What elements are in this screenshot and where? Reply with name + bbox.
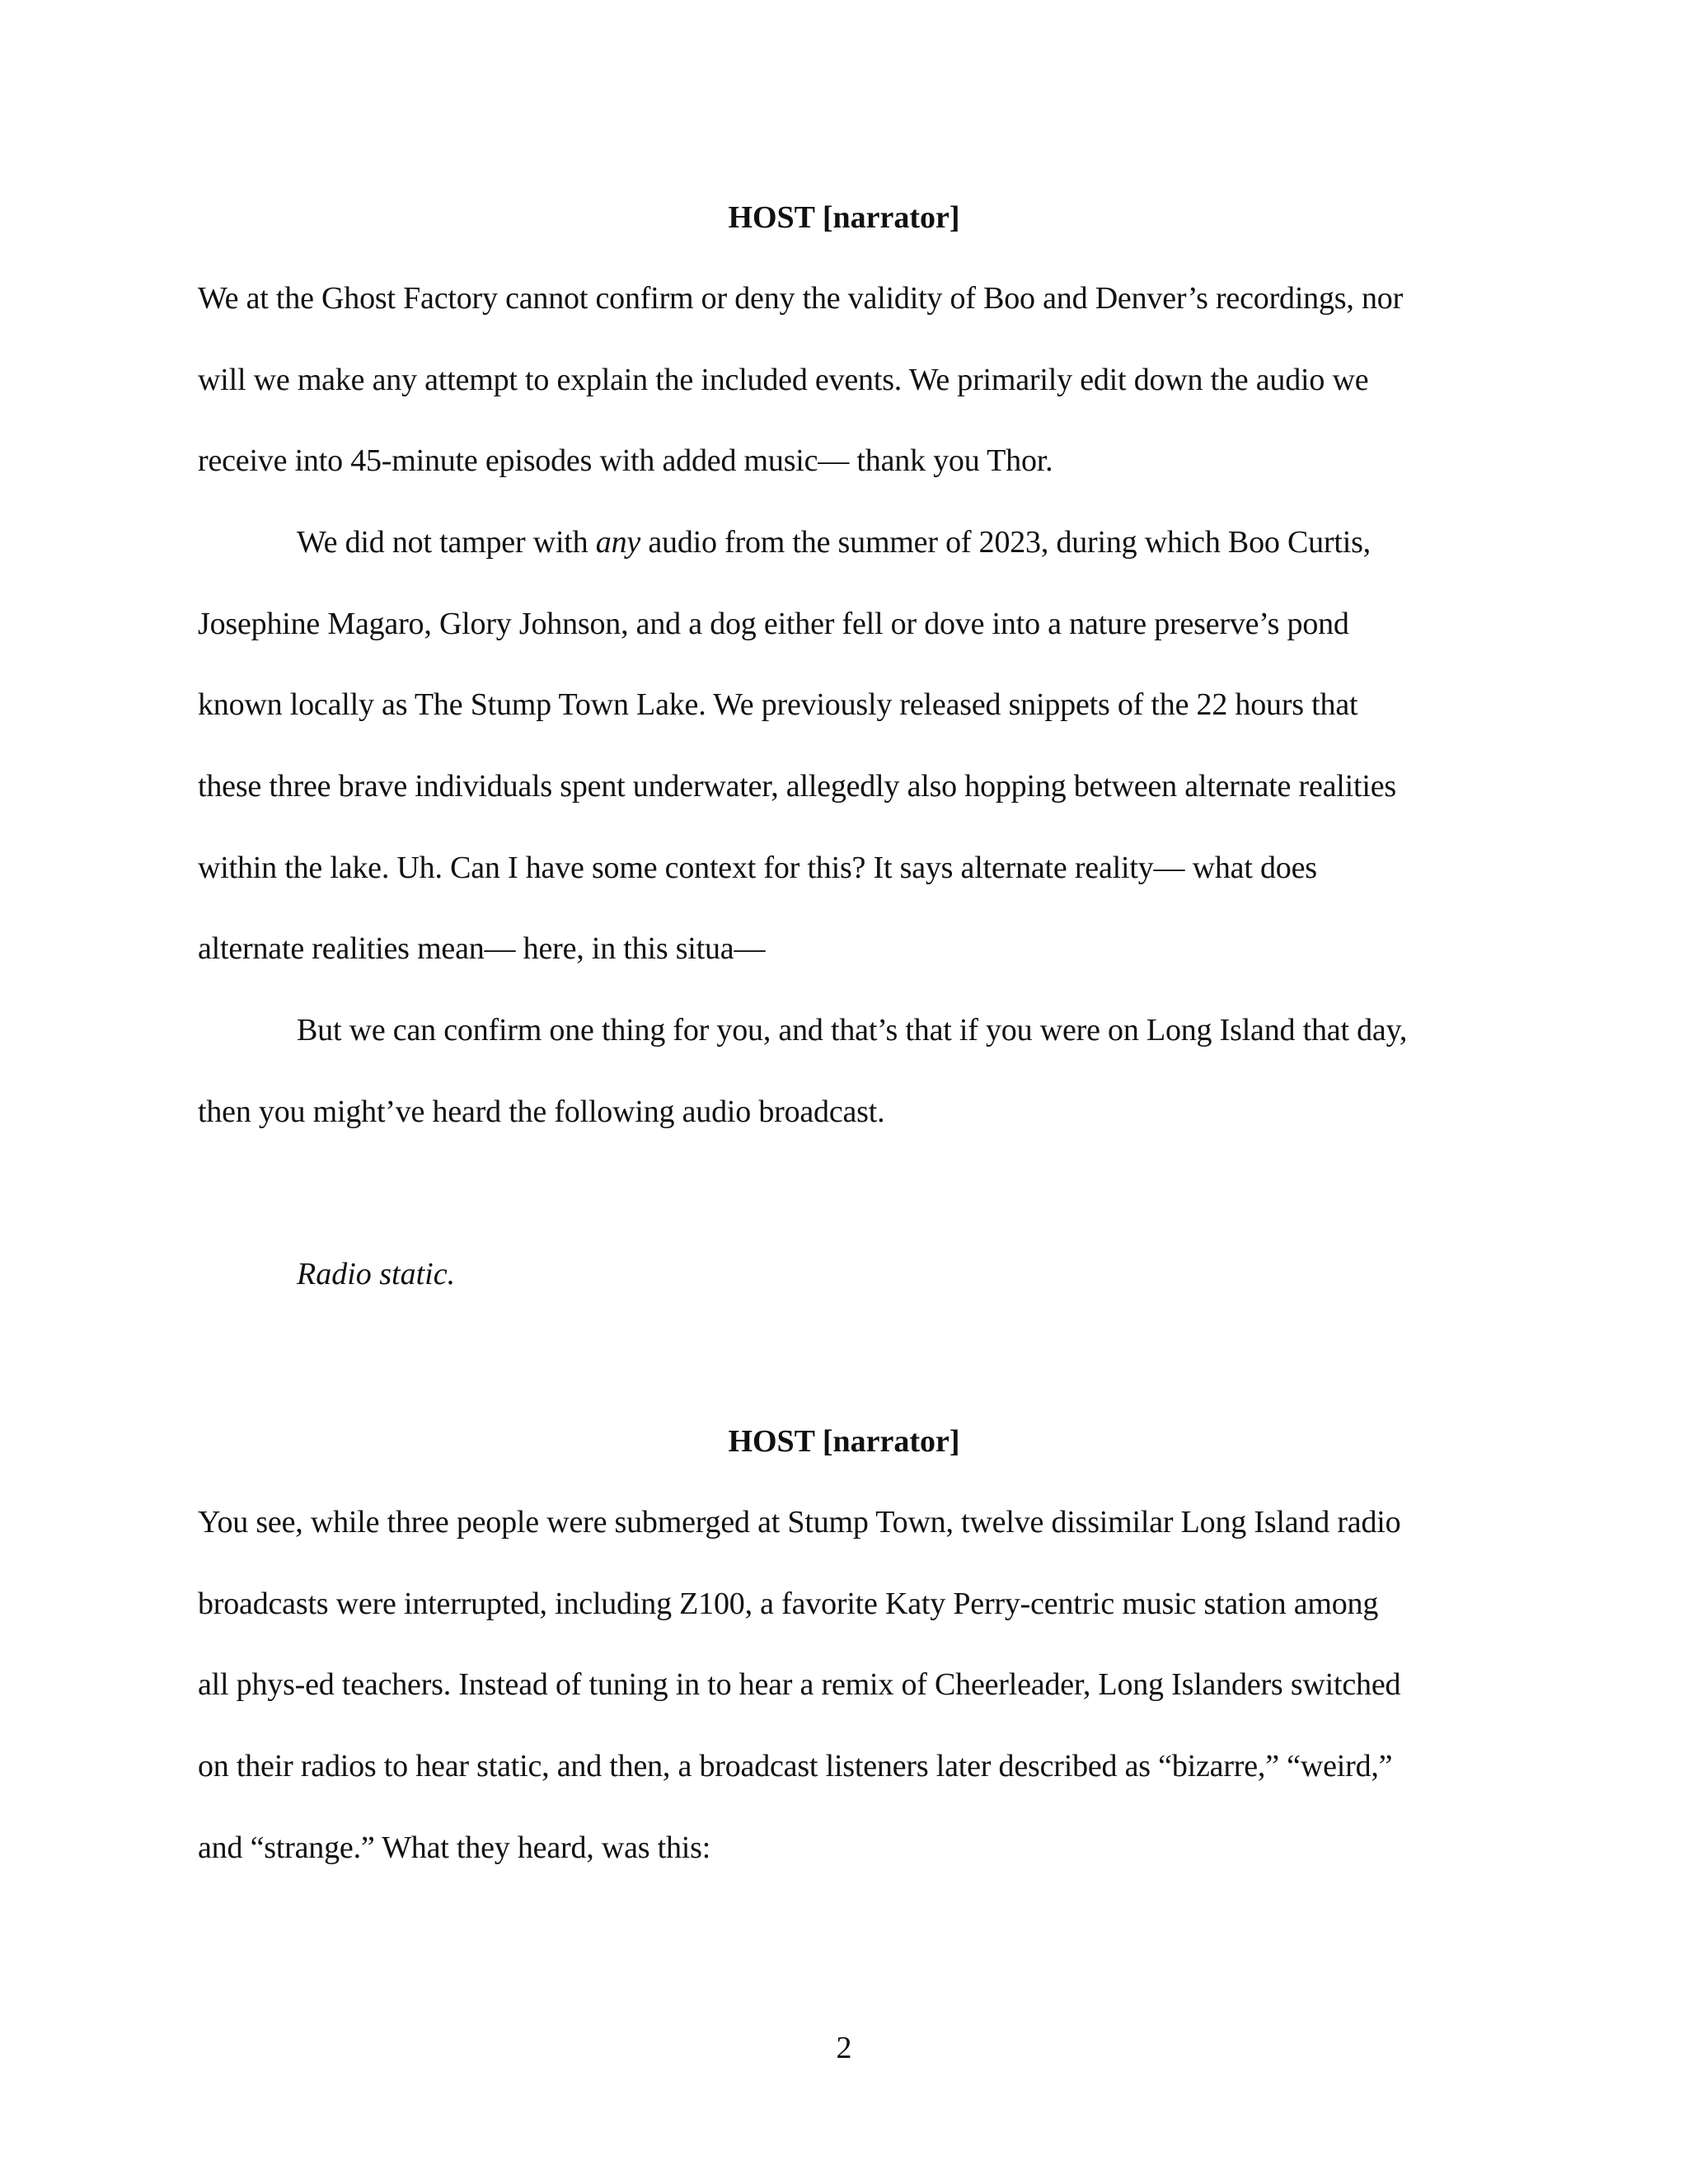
paragraph-line: will we make any attempt to explain the included events. We primarily edit down the audio we [198, 362, 1369, 397]
text-run: We did not tamper with [297, 525, 596, 560]
paragraph-3 [198, 990, 1517, 1152]
paragraph-line: on their radios to hear static, and then, a broadcast listeners later described as “bizarre,” “weird,” [198, 1749, 1393, 1784]
paragraph-line: within the lake. Uh. Can I have some context for this? It says alternate reality— what does [198, 850, 1317, 885]
paragraph-line: all phys-ed teachers. Instead of tuning in to hear a remix of Cheerleader, Long Islanders switched [198, 1667, 1401, 1703]
paragraph-line: alternate realities mean— here, in this situa— [198, 931, 766, 967]
paragraph-line: and “strange.” What they heard, was this: [198, 1830, 711, 1865]
paragraph-line: receive into 45-minute episodes with added music— thank you Thor. [198, 443, 1053, 479]
text-run: audio from the summer of 2023, during which Boo Curtis, [640, 525, 1371, 560]
speaker-heading: HOST [narrator] [728, 200, 960, 235]
paragraph-line: broadcasts were interrupted, including Z100, a favorite Katy Perry-centric music station among [198, 1586, 1379, 1621]
paragraph-line: then you might’ve heard the following audio broadcast. [198, 1094, 885, 1129]
emphasis-text: any [595, 525, 641, 560]
paragraph-2 [198, 502, 1517, 990]
paragraph-line: We at the Ghost Factory cannot confirm or deny the validity of Boo and Denver’s recordings, nor [198, 281, 1404, 316]
speaker-heading: HOST [narrator] [728, 1424, 960, 1459]
paragraph-line: You see, while three people were submerged at Stump Town, twelve dissimilar Long Island radio [198, 1505, 1401, 1540]
paragraph-line: known locally as The Stump Town Lake. We previously released snippets of the 22 hours that [198, 687, 1358, 723]
paragraph-line: But we can confirm one thing for you, and that’s that if you were on Long Island that day, [297, 1013, 1408, 1047]
page-number: 2 [836, 2031, 852, 2065]
paragraph-4 [198, 1482, 1517, 1888]
stage-direction: Radio static. [297, 1257, 456, 1291]
paragraph-1 [198, 258, 1517, 502]
paragraph-line: these three brave individuals spent underwater, allegedly also hopping between alternate realities [198, 769, 1396, 804]
paragraph-line: Josephine Magaro, Glory Johnson, and a dog either fell or dove into a nature preserve’s pond [198, 606, 1349, 641]
paragraph-line [198, 502, 1517, 583]
